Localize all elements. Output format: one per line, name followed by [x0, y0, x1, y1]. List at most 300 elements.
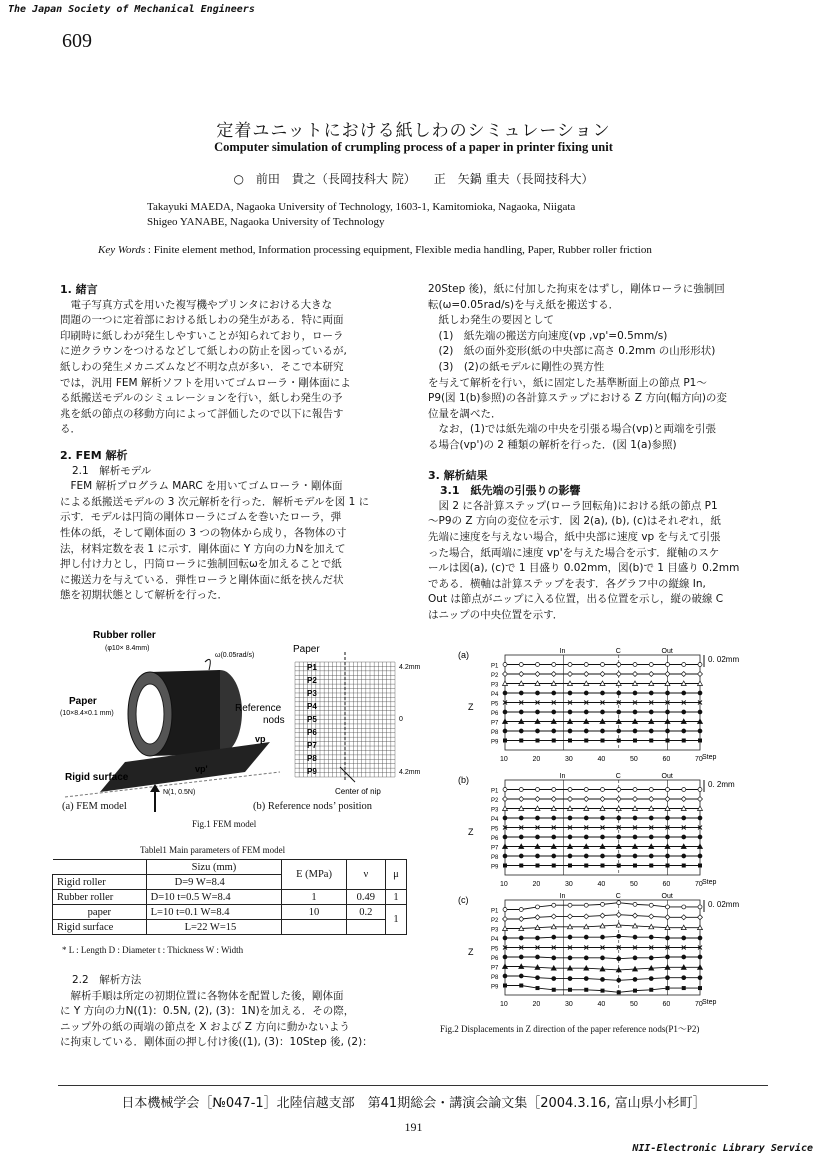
data-point — [552, 854, 556, 858]
text-line: なお，(1)では紙先端の中央を引張る場合(vp)と両端を引張 — [428, 423, 716, 436]
row-name: paper — [53, 905, 147, 920]
data-point — [666, 710, 670, 714]
data-point — [584, 988, 588, 992]
data-point — [666, 835, 670, 839]
node-label: P7 — [307, 741, 317, 750]
x-tick-label: 60 — [662, 756, 671, 763]
data-point — [649, 977, 653, 981]
data-point — [682, 691, 686, 695]
data-point — [600, 797, 605, 802]
fig1-caption-b: (b) Reference nods’ position — [253, 801, 373, 812]
data-point — [503, 974, 507, 978]
footer-conference: 日本機械学会［№047-1］北陸信越支部 第41期総会・講演会論文集［2004.3.16, 富山県小杉町］ — [121, 1096, 706, 1111]
step-label: Step — [702, 754, 717, 761]
step-label: Step — [702, 999, 717, 1006]
x-tick-label: 10 — [500, 1001, 508, 1008]
table-header-mu: μ — [385, 860, 406, 890]
data-point — [666, 976, 670, 980]
node-label: P6 — [307, 728, 317, 737]
data-point — [617, 835, 621, 839]
panel-label: (a) — [458, 650, 469, 660]
fig1-omega: ω(0.05rad/s) — [215, 652, 255, 659]
row-size: L=22 W=15 — [146, 920, 282, 935]
footer-service: NII-Electronic Library Service — [632, 1143, 813, 1154]
data-point — [584, 956, 588, 960]
data-point — [698, 986, 702, 990]
data-point — [681, 797, 686, 802]
data-point — [617, 816, 621, 820]
text-line: 解析手順は所定の初期位置に各物体を配置した後，剛体面 — [60, 989, 344, 1002]
data-point — [649, 914, 654, 919]
data-point — [503, 984, 507, 988]
x-tick-label: 40 — [597, 881, 606, 888]
data-point — [536, 739, 540, 743]
omega-arrow — [205, 659, 210, 670]
row-mu: 1 — [385, 890, 406, 905]
text-line: 兆を紙の節点の移動方向によって評価したので以下に報告す — [60, 407, 344, 420]
figure-2 — [450, 640, 780, 1020]
data-point — [698, 691, 702, 695]
table1-caption: Tablel1 Main parameters of FEM model — [140, 845, 286, 855]
data-point — [666, 691, 670, 695]
data-point — [601, 816, 605, 820]
data-point — [503, 955, 507, 959]
data-point — [649, 788, 653, 792]
data-point — [649, 935, 653, 939]
data-point — [698, 864, 702, 868]
section-2-heading: 2. FEM 解析 — [60, 448, 128, 462]
series-label: P1 — [491, 788, 499, 795]
table-row — [53, 905, 407, 920]
table-header-e: E (MPa) — [282, 860, 346, 890]
data-point — [682, 739, 686, 743]
data-point — [666, 955, 670, 959]
data-point — [551, 672, 556, 677]
data-point — [519, 936, 523, 940]
series-label: P2 — [491, 673, 499, 679]
text-line: 紙しわ発生の要因として — [428, 314, 554, 327]
x-tick-label: 30 — [565, 881, 573, 888]
text-line: P9(図 1(b)参照)の各計算ステップにおける Z 方向(幅方向)の変 — [428, 392, 727, 405]
data-point — [584, 729, 588, 733]
x-tick-label: 30 — [565, 756, 573, 763]
z-axis-label: Z — [468, 947, 474, 957]
text-line: 問題の一つに定着部における紙しわの発生がある．特に両面 — [60, 314, 344, 327]
section-2-1-body — [60, 479, 410, 604]
data-point — [568, 797, 573, 802]
force-arrowhead — [150, 784, 160, 792]
data-point — [584, 739, 588, 743]
z-axis-label: Z — [468, 702, 474, 712]
data-point — [666, 788, 670, 792]
c-label: C — [615, 893, 621, 900]
x-tick-label: 10 — [500, 881, 508, 888]
data-point — [600, 913, 605, 918]
x-tick-label: 70 — [695, 1001, 703, 1008]
data-point — [568, 788, 572, 792]
data-point — [568, 710, 572, 714]
data-point — [503, 816, 507, 820]
data-point — [601, 935, 605, 939]
data-point — [698, 672, 703, 677]
series-label: P9 — [491, 864, 499, 871]
fig1-caption: Fig.1 FEM model — [192, 819, 257, 829]
data-point — [617, 729, 621, 733]
data-point — [584, 788, 588, 792]
text-line: 押し付け力とし，円筒ローラに強制回転ωを加えることで紙 — [60, 558, 342, 571]
text-line: った場合，紙両端に速度 vp'を与えた場合を示す．縦軸のスケ — [428, 546, 720, 559]
row-name: Rigid roller — [53, 875, 147, 890]
text-line: (2) 紙の面外変形(紙の中央部に高さ 0.2mm の山形形状) — [428, 345, 716, 358]
row-e — [282, 920, 346, 935]
fig1-center-nip: Center of nip — [335, 787, 381, 796]
data-point — [682, 854, 686, 858]
data-point — [682, 936, 686, 940]
data-point — [665, 797, 670, 802]
in-label: In — [559, 893, 566, 900]
roller-hole — [136, 684, 164, 744]
data-point — [552, 739, 556, 743]
data-point — [584, 977, 588, 981]
data-point — [633, 729, 637, 733]
fig1-paper-dim: (10×8.4×0.1 mm) — [60, 710, 114, 717]
data-point — [649, 797, 654, 802]
data-point — [665, 672, 670, 677]
paper-mesh — [295, 652, 395, 782]
text-line: である．横軸は計算ステップを表す．各グラフ中の縦線 In, — [428, 577, 706, 590]
row-nu — [346, 920, 385, 935]
data-point — [536, 691, 540, 695]
x-tick-label: 20 — [532, 756, 541, 763]
data-point — [552, 691, 556, 695]
affiliation-2: Shigeo YANABE, Nagaoka University of Technology — [147, 216, 385, 228]
data-point — [552, 977, 556, 981]
text-line: る紙搬送モデルのシミュレーションを行い，紙しわ発生の予 — [60, 392, 343, 405]
series-label: P4 — [491, 937, 499, 943]
text-line: では，汎用 FEM 解析ソフトを用いてゴムローラ・剛体面によ — [60, 376, 351, 389]
data-point — [519, 797, 524, 802]
data-point — [666, 986, 670, 990]
series-label: P6 — [491, 956, 499, 962]
step-label: Step — [702, 879, 717, 886]
out-label: Out — [661, 893, 673, 900]
data-point — [666, 729, 670, 733]
data-point — [568, 854, 572, 858]
data-point — [519, 691, 523, 695]
fig1-rubber-roller-label: Rubber roller — [93, 630, 156, 641]
data-point — [584, 710, 588, 714]
data-point — [616, 797, 621, 802]
data-point — [633, 854, 637, 858]
data-point — [536, 976, 540, 980]
data-point — [682, 955, 686, 959]
data-point — [568, 816, 572, 820]
figure-2-svg — [450, 640, 780, 1020]
data-point — [698, 739, 702, 743]
row-name: Rigid surface — [53, 920, 147, 935]
data-point — [536, 816, 540, 820]
data-point — [503, 788, 507, 792]
data-point — [536, 955, 540, 959]
table-row — [53, 890, 407, 905]
center-nip-pointer — [340, 767, 355, 782]
series-label: P3 — [491, 927, 499, 934]
panel-label: (c) — [458, 895, 469, 905]
fig1-rigid-label: Rigid surface — [65, 772, 129, 783]
section-2-2-heading: 2.2 解析方法 — [72, 974, 142, 986]
in-label: In — [559, 648, 566, 655]
data-point — [568, 864, 572, 868]
data-point — [584, 935, 588, 939]
data-point — [536, 936, 540, 940]
c-label: C — [615, 648, 621, 655]
data-point — [584, 903, 588, 907]
table1-note: * L : Length D : Diameter t : Thickness W : Width — [62, 945, 244, 955]
data-point — [601, 956, 605, 960]
data-point — [568, 729, 572, 733]
fig1-roller-dim: (φ10× 8.4mm) — [105, 645, 150, 652]
data-point — [698, 710, 702, 714]
data-point — [682, 835, 686, 839]
data-point — [519, 835, 523, 839]
data-point — [617, 710, 621, 714]
x-tick-label: 50 — [630, 881, 638, 888]
text-line: 法，材料定数を表 1 に示す．剛体面に Y 方向の力Nを加えて — [60, 542, 346, 555]
data-point — [649, 672, 654, 677]
data-point — [503, 691, 507, 695]
section-3-1-body — [428, 499, 778, 624]
data-point — [665, 915, 670, 920]
data-point — [536, 986, 540, 990]
series-label: P1 — [491, 908, 499, 915]
footer-page: 191 — [404, 1120, 423, 1134]
text-line: (1) 紙先端の搬送方向速度(vp ,vp'=0.5mm/s) — [428, 329, 668, 342]
fig1-force-label: N(1, 0.5N) — [163, 789, 196, 796]
right-column — [428, 282, 778, 623]
series-label: P2 — [491, 918, 499, 924]
section-3-heading: 3. 解析結果 — [428, 468, 488, 482]
data-point — [519, 908, 523, 912]
data-point — [503, 797, 508, 802]
data-point — [666, 905, 670, 909]
data-point — [568, 914, 573, 919]
data-point — [601, 739, 605, 743]
data-point — [649, 956, 653, 960]
scale-label: 0. 02mm — [708, 655, 740, 664]
text-line: る． — [60, 423, 81, 436]
data-point — [633, 739, 637, 743]
node-label: P1 — [307, 663, 317, 672]
data-point — [649, 835, 653, 839]
data-point — [519, 816, 523, 820]
x-tick-label: 20 — [532, 1001, 541, 1008]
data-point — [617, 934, 621, 938]
data-point — [536, 788, 540, 792]
data-point — [552, 835, 556, 839]
text-line: (3) (2)の紙モデルに剛性の異方性 — [428, 360, 605, 373]
data-point — [666, 854, 670, 858]
data-point — [536, 710, 540, 714]
data-point — [682, 864, 686, 868]
x-tick-label: 70 — [695, 881, 703, 888]
data-point — [649, 864, 653, 868]
text-line: ～P9の Z 方向の変位を示す．図 2(a), (b), (c)はそれぞれ，紙 — [428, 515, 721, 528]
series-label: P8 — [491, 855, 499, 861]
data-point — [503, 672, 508, 677]
series-label: P1 — [491, 663, 499, 670]
data-point — [601, 989, 605, 993]
data-point — [536, 663, 540, 667]
data-point — [503, 854, 507, 858]
data-point — [503, 936, 507, 940]
series-label: P3 — [491, 682, 499, 689]
data-point — [617, 978, 621, 982]
fig1-dim-bottom: 4.2mm — [399, 769, 421, 776]
data-point — [568, 935, 572, 939]
data-point — [633, 864, 637, 868]
section-3-1-heading: 3.1 紙先端の引張りの影響 — [440, 484, 581, 498]
data-point — [698, 835, 702, 839]
data-point — [649, 739, 653, 743]
data-point — [666, 739, 670, 743]
data-point — [568, 739, 572, 743]
x-tick-label: 20 — [532, 881, 541, 888]
data-point — [698, 936, 702, 940]
scale-label: 0. 02mm — [708, 900, 740, 909]
affiliation-1: Takayuki MAEDA, Nagaoka University of Technology, 1603-1, Kamitomioka, Nagaoka, Niigata — [147, 201, 576, 213]
data-point — [503, 835, 507, 839]
data-point — [633, 710, 637, 714]
node-label: P4 — [307, 702, 317, 711]
data-point — [536, 835, 540, 839]
series-label: P7 — [491, 720, 499, 727]
series-label: P5 — [491, 826, 499, 833]
data-point — [552, 988, 556, 992]
data-point — [552, 663, 556, 667]
data-point — [584, 835, 588, 839]
data-point — [519, 739, 523, 743]
data-point — [633, 816, 637, 820]
data-point — [617, 663, 621, 667]
text-line: はニップの中央位置を示す． — [428, 608, 564, 621]
series-label: P5 — [491, 701, 499, 708]
data-point — [568, 663, 572, 667]
data-point — [633, 788, 637, 792]
data-point — [633, 663, 637, 667]
data-point — [698, 729, 702, 733]
text-line: に逆クラウンをつけるなどして紙しわの防止を図っているが, — [60, 345, 347, 358]
data-point — [552, 864, 556, 868]
data-point — [601, 977, 605, 981]
section-1-body — [60, 298, 410, 438]
text-line: ールは図(a), (c)で 1 目盛り 0.02mm，図(b)で 1 目盛り 0.2mm — [428, 562, 740, 575]
row-nu: 0.49 — [346, 890, 385, 905]
data-point — [616, 912, 621, 917]
data-point — [633, 989, 637, 993]
data-point — [633, 672, 638, 677]
fig1-dim-top: 4.2mm — [399, 664, 421, 671]
data-point — [535, 915, 540, 920]
data-point — [698, 915, 703, 920]
data-point — [519, 710, 523, 714]
text-line: に搬送力を与えている．弾性ローラと剛体面に紙を挟んだ状 — [60, 573, 344, 586]
data-point — [536, 905, 540, 909]
section-2-2-body — [60, 989, 410, 1051]
row-e: 1 — [282, 890, 346, 905]
data-point — [698, 788, 702, 792]
data-point — [698, 955, 702, 959]
data-point — [698, 816, 702, 820]
data-point — [682, 976, 686, 980]
series-label: P8 — [491, 730, 499, 736]
fig1-caption-a: (a) FEM model — [62, 801, 127, 812]
data-point — [519, 955, 523, 959]
node-label: P8 — [307, 754, 317, 763]
data-point — [552, 729, 556, 733]
fig1-vp: vp — [255, 734, 266, 744]
data-point — [568, 903, 572, 907]
data-point — [568, 691, 572, 695]
data-point — [601, 854, 605, 858]
data-point — [568, 988, 572, 992]
data-point — [666, 663, 670, 667]
fig1-reference-nods: Reference — [235, 703, 282, 714]
x-tick-label: 60 — [662, 881, 671, 888]
text-line: Out は節点がニップに入る位置，出る位置を示し，縦の破線 C — [428, 593, 724, 606]
data-point — [698, 663, 702, 667]
data-point — [503, 710, 507, 714]
x-tick-label: 50 — [630, 756, 638, 763]
data-point — [503, 663, 507, 667]
text-line: 示す．モデルは円筒の剛体ローラにゴムを巻いたローラ，弾 — [60, 511, 342, 524]
data-point — [649, 816, 653, 820]
data-point — [617, 957, 621, 961]
data-point — [601, 663, 605, 667]
fig1-reference-nods-2: nods — [263, 715, 285, 726]
data-point — [617, 788, 621, 792]
series-label: P4 — [491, 692, 499, 698]
x-tick-label: 40 — [597, 1001, 606, 1008]
data-point — [584, 864, 588, 868]
data-point — [681, 672, 686, 677]
series-label: P9 — [491, 984, 499, 991]
data-point — [666, 936, 670, 940]
data-point — [503, 908, 507, 912]
data-point — [633, 977, 637, 981]
data-point — [682, 663, 686, 667]
keywords-text: : Finite element method, Information processing equipment, Flexible media handling, Paper, Rubber roller friction — [145, 244, 652, 256]
data-point — [682, 986, 686, 990]
data-point — [503, 864, 507, 868]
text-line: による紙搬送モデルの 3 次元解析を行った．解析モデルを図 1 に — [60, 495, 370, 508]
data-point — [698, 976, 702, 980]
data-point — [552, 710, 556, 714]
text-line: 電子写真方式を用いた複写機やプリンタにおける大きな — [60, 298, 333, 311]
data-point — [601, 788, 605, 792]
data-point — [519, 672, 524, 677]
data-point — [682, 788, 686, 792]
text-line: に拘束している．剛体面の押し付け後((1), (3)：10Step 後, (2)： — [60, 1036, 373, 1049]
society-header: The Japan Society of Mechanical Engineers — [8, 4, 255, 15]
data-point — [649, 729, 653, 733]
data-point — [633, 956, 637, 960]
node-label: P5 — [307, 715, 317, 724]
data-point — [601, 729, 605, 733]
text-line: 図 2 に各計算ステップ(ローラ回転角)における紙の節点 P1 — [428, 499, 718, 512]
data-point — [584, 663, 588, 667]
data-point — [519, 864, 523, 868]
data-point — [568, 835, 572, 839]
